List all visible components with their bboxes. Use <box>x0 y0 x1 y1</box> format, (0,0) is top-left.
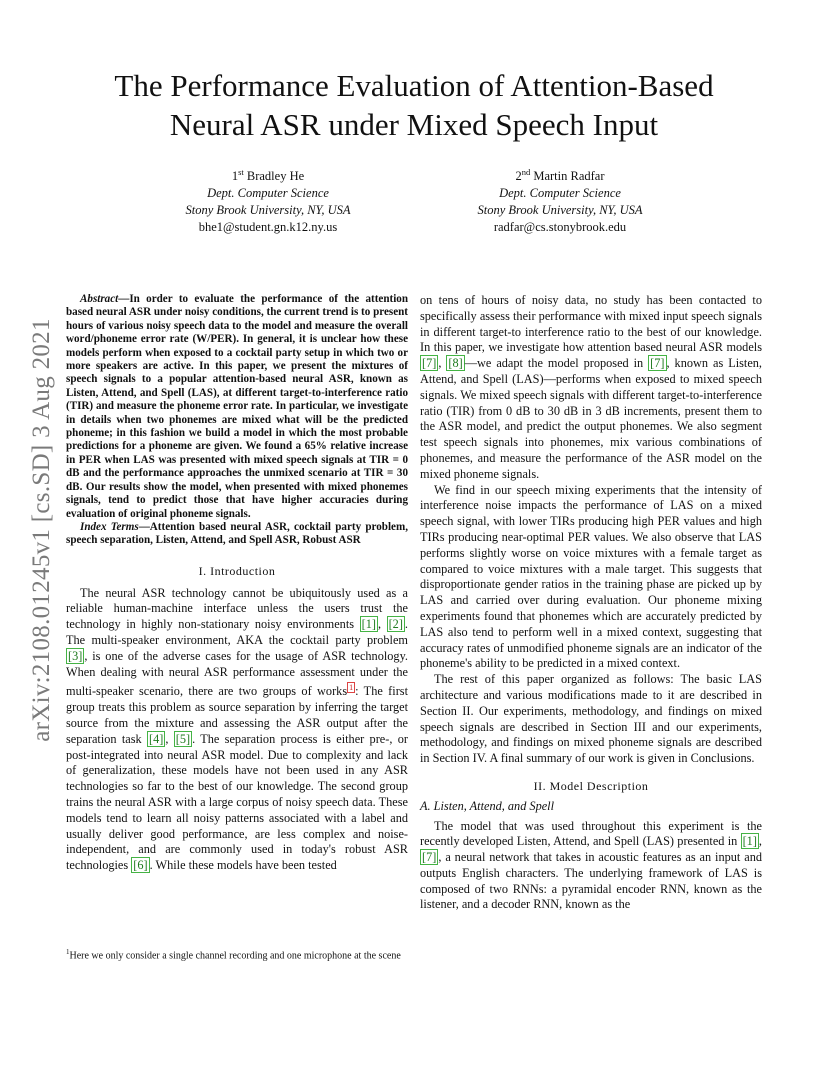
author-ordinal: 2 <box>515 169 522 184</box>
text-run: : The first group treats this problem as source separation by inferring the target source from the mixture and assessing the ASR output after the separation task <box>66 684 408 746</box>
citation-link[interactable]: [7] <box>422 850 437 865</box>
author-email: radfar@cs.stonybrook.edu <box>493 220 627 235</box>
citation-link[interactable]: [6] <box>133 858 148 873</box>
text-run: The model that was used throughout this experiment is the recently developed Listen, Attend, and Spell (LAS) presented in <box>420 818 762 849</box>
citation-link[interactable]: [8] <box>448 356 463 371</box>
citation-link[interactable]: [5] <box>175 731 191 746</box>
author-dept: Dept. Computer Science <box>207 186 329 201</box>
author-name-text: Martin Radfar <box>530 169 605 184</box>
citation-link[interactable]: [7] <box>422 356 437 371</box>
paper-title <box>60 66 768 144</box>
author-email: bhe1@student.gn.k12.ny.us <box>198 220 338 235</box>
abstract-text: —In order to evaluate the performance of the attention based neural ASR under noisy conditions, the current trend is to present hours of various noisy speech data to the model and measure the overall word/phoneme error rate (W/PER). In general, it is unclear how these models perform when exposed to a cocktail party setup in which two or more speakers are active. In this paper, we present the mixtures of speech signals to a popular attention-based neural ASR, known as Listen, Attend, and Spell (LAS), at different target-to-interference ratio (TIR) and measure the phoneme error rate. In particular, we investigate in details when two phonemes are mixed what will be the predicted phoneme; in this fashion we build a model in which the most probable predictions for a phoneme are given. We found a 65% relative increase in PER when LAS was presented with mixed speech signals at TIR = 0 dB and the performance approaches the unmixed scenario at TIR = 30 dB. Our results show the model, when presented with mixed phonemes signals, tend to predict those that have higher accuracies during evaluation of original phoneme signals. <box>66 293 408 520</box>
intro-paragraph-findings: We find in our speech mixing experiments that the intensity of interference noise impacts the performance of LAS on a mixed speech signal, with lower TIRs producing high PER values and high TIRs producing near-optimal PER values. We also observe that LAS performs slightly worse on voice mixtures with a female target as compared to voice mixtures with a male target. This suggests that disproportionate gender ratios in the training phase are picked up by LAS and carried over during evaluation. Our phoneme mixing experiments found that phonemes which are accurately predicted by LAS also tend to perform well in a mixed context, suggesting that accuracy rates of unmodified phoneme signals are an indicator of the phoneme's ability to be predicted in a mixed context. <box>420 482 762 671</box>
citation-link[interactable]: [4] <box>148 731 164 746</box>
author-name <box>410 164 710 185</box>
section-heading-introduction: I. Introduction <box>198 563 276 578</box>
title-line-1: The Performance Evaluation of Attention-Based <box>114 68 714 103</box>
text-run: . While these models have been tested <box>149 858 337 873</box>
author-name <box>118 164 418 185</box>
citation-link[interactable]: [2] <box>388 617 403 632</box>
footnote-text: Here we only consider a single channel recording and one microphone at the scene <box>69 950 401 962</box>
text-run: —we adapt the model proposed in <box>464 356 649 371</box>
subsection-heading-las: A. Listen, Attend, and Spell <box>420 798 555 813</box>
text-run: on tens of hours of noisy data, no study has been contacted to specifically assess their performance with mixed input speech signals in different target-to interference ratio to the best of our knowledge. In this paper, we investigate how attention based neural ASR models <box>420 293 762 355</box>
model-paragraph <box>420 819 762 914</box>
abstract <box>66 293 408 521</box>
section-heading-model-description: II. Model Description <box>533 778 649 793</box>
text-run: The neural ASR technology cannot be ubiquitously used as a reliable human-machine interface unless the users trust the technology in highly non-stationary noisy environments <box>66 585 408 632</box>
author-univ: Stony Brook University, NY, USA <box>477 203 643 218</box>
author-ordinal-sup: nd <box>521 167 531 177</box>
author-univ: Stony Brook University, NY, USA <box>185 203 351 218</box>
text-run: . The separation process is either pre-, or post-integrated into neural ASR model. Due to complexity and lack of generalization, these models have not been used in any ASR technologies so far to the best of our knowledge. The second group trains the neural ASR with a large corpus of noisy speech data. These models tend to learn all noisy patterns associated with a label and usually deliver good performance, are less complex and noise-independent, and are commonly used in today's robust ASR technologies <box>66 731 408 873</box>
arxiv-identifier-text: arXiv:2108.01245v1 [cs.SD] 3 Aug 2021 <box>28 318 55 742</box>
text-run: , <box>377 617 387 632</box>
author-name-text: Bradley He <box>243 169 305 184</box>
text-run: , <box>165 731 174 746</box>
text-run: , a neural network that takes in acoustic features as an input and outputs English characters. The underlying framework of LAS is composed of two RNNs: a pyramidal encoder RNN, known as the listener, and a decoder RNN, known as the <box>420 850 762 912</box>
intro-paragraph-continued <box>420 293 762 483</box>
footnote-mark: 1 <box>66 948 70 956</box>
text-run: , <box>758 834 762 849</box>
index-terms-text: —Attention based neural ASR, cocktail party problem, speech separation, Listen, Attend, and Spell ASR, Robust ASR <box>66 520 408 547</box>
author-block-1 <box>118 164 418 236</box>
footnote-link[interactable]: 1 <box>349 683 354 693</box>
footnote <box>66 946 408 963</box>
citation-link[interactable]: [1] <box>361 617 376 632</box>
author-dept: Dept. Computer Science <box>499 186 621 201</box>
citation-link[interactable]: [1] <box>742 834 757 849</box>
author-block-2 <box>410 164 710 236</box>
author-ordinal-sup: st <box>238 167 244 177</box>
arxiv-identifier <box>22 290 62 770</box>
index-terms-lead: Index Terms <box>80 520 139 533</box>
right-column <box>420 293 762 913</box>
text-run: , <box>438 356 447 371</box>
author-ordinal: 1 <box>231 169 239 184</box>
citation-link[interactable]: [3] <box>68 648 83 663</box>
text-run: , is one of the adverse cases for the usage of ASR technology. When dealing with neural ASR performance assessment under the multi-speaker scenario, there are two groups of works <box>66 648 408 699</box>
citation-link[interactable]: [7] <box>650 356 665 371</box>
intro-paragraph <box>66 586 408 874</box>
text-run: , known as Listen, Attend, and Spell (LAS)—performs when exposed to mixed speech signals. We mixed speech signals with different target-to-interference ratio (TIR) from 0 dB to 30 dB in 3 dB increments, present them to the ASR model, and predict the output phonemes. We also segment test speech signals into phonemes, mix various combinations of phonemes, and measure the performance of the ASR model on the mixed phoneme signals. <box>420 356 762 481</box>
left-column <box>66 293 408 874</box>
index-terms <box>66 521 408 548</box>
intro-paragraph-outline: The rest of this paper organized as follows: The basic LAS architecture and various modifications made to it are described in Section II. Our experiments, methodology, and findings on mixed speech signals are described in Section III and our experiments, methodology, and findings on mixed phoneme signals are described in Section IV. A final summary of our work is given in Conclusions. <box>420 672 762 766</box>
title-line-2: Neural ASR under Mixed Speech Input <box>169 107 659 142</box>
abstract-lead: Abstract <box>80 293 119 305</box>
text-run: . The multi-speaker environment, AKA the cocktail party problem <box>66 617 408 647</box>
